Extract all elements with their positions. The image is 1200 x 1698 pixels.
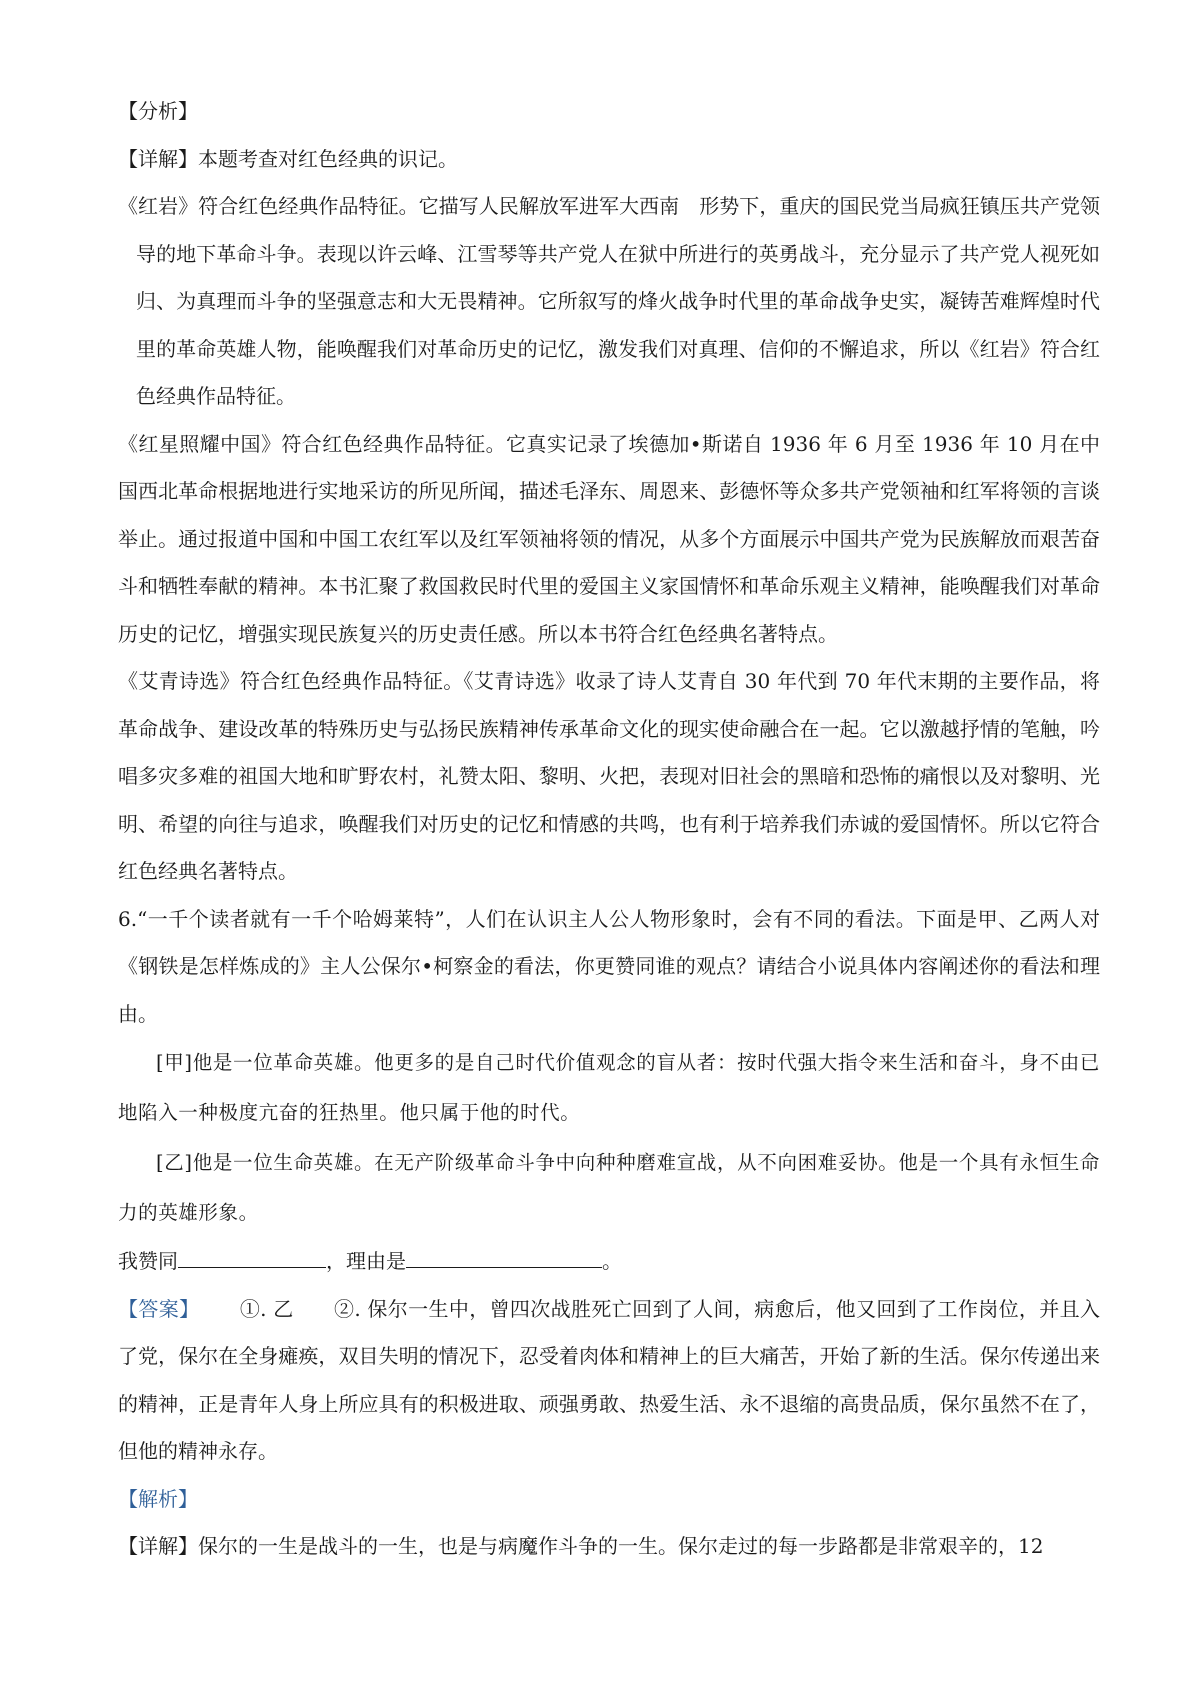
- analysis-heading: [118, 88, 1100, 136]
- hongyan-paragraph: 《红岩》符合红色经典作品特征。它描写人民解放军进军大西南 形势下，重庆的国民党当局疯狂镇压共产党领导的地下革命斗争。表现以许云峰、江雪琴等共产党人在狱中所进行的英勇战斗，充分显示了共产党人视死如归、为真理而斗争的坚强意志和大无畏精神。它所叙写的烽火战争时代里的革命战争史实，凝铸苦难辉煌时代里的革命英雄人物，能唤醒我们对革命历史的记忆，激发我们对真理、信仰的不懈追求，所以《红岩》符合红色经典作品特征。: [118, 194, 1100, 408]
- analysis-2-heading: [118, 1476, 1100, 1524]
- detail-text-2: 保尔的一生是战斗的一生，也是与病魔作斗争的一生。保尔走过的每一步路都是非常艰辛的，12: [198, 1534, 1044, 1558]
- fill-suffix: 。: [602, 1249, 622, 1273]
- aiqing-paragraph: 《艾青诗选》符合红色经典作品特征。《艾青诗选》收录了诗人艾青自 30 年代到 70 年代末期的主要作品，将革命战争、建设改革的特殊历史与弘扬民族精神传承革命文化的现实使命融合在一起。它以激越抒情的笔触，吟唱多灾多难的祖国大地和旷野农村，礼赞太阳、黎明、火把，表现对旧社会的黑暗和恐怖的痛恨以及对黎明、光明、希望的向往与追求，唤醒我们对历史的记忆和情感的共鸣，也有利于培养我们赤诚的爱国情怀。所以它符合红色经典名著特点。: [118, 669, 1100, 883]
- detail-text-1: 本题考查对红色经典的识记。: [198, 146, 458, 171]
- detail-label-2: 【详解】: [118, 1534, 198, 1558]
- analysis-label: 【分析】: [118, 99, 198, 123]
- answer-blank-1[interactable]: [178, 1245, 326, 1268]
- detail-paragraph-1: [118, 136, 1100, 184]
- quote-yi: [乙]他是一位生命英雄。在无产阶级革命斗争中向种种磨难宣战，从不向困难妥协。他是一个具有永恒生命力的英雄形象。: [118, 1151, 1100, 1224]
- question-6: 6.“一千个读者就有一千个哈姆莱特”，人们在认识主人公人物形象时，会有不同的看法。下面是甲、乙两人对《钢铁是怎样炼成的》主人公保尔•柯察金的看法，你更赞同谁的观点？请结合小说具体内容阐述你的看法和理由。: [118, 906, 1100, 1026]
- answer-blank-2[interactable]: [406, 1245, 602, 1268]
- detail-paragraph-2: [118, 1523, 1100, 1571]
- fill-in-line: [118, 1238, 1100, 1286]
- answer-label: 【答案】: [118, 1296, 200, 1321]
- fill-middle: ，理由是: [326, 1249, 406, 1273]
- answer-paragraph: [118, 1286, 1100, 1476]
- fill-prefix: 我赞同: [118, 1249, 178, 1273]
- analysis-2-label: 【解析】: [118, 1486, 198, 1511]
- detail-label-1: 【详解】: [118, 146, 198, 171]
- answer-part-1: ①. 乙: [239, 1296, 294, 1321]
- hongxing-paragraph: 《红星照耀中国》符合红色经典作品特征。它真实记录了埃德加•斯诺自 1936 年 6 月至 1936 年 10 月在中国西北革命根据地进行实地采访的所见所闻，描述毛泽东、周恩来、彭德怀等众多共产党领袖和红军将领的言谈举止。通过报道中国和中国工农红军以及红军领袖将领的情况，从多个方面展示中国共产党为民族解放而艰苦奋斗和牺牲奉献的精神。本书汇聚了救国救民时代里的爱国主义家国情怀和革命乐观主义精神，能唤醒我们对革命历史的记忆，增强实现民族复兴的历史责任感。所以本书符合红色经典名著特点。: [118, 431, 1100, 646]
- quote-jia: [甲]他是一位革命英雄。他更多的是自己时代价值观念的盲从者：按时代强大指令来生活和奋斗，身不由已地陷入一种极度亢奋的狂热里。他只属于他的时代。: [118, 1051, 1100, 1124]
- answer-part-2: ②. 保尔一生中，曾四次战胜死亡回到了人间，病愈后，他又回到了工作岗位，并且入了党，保尔在全身瘫痪，双目失明的情况下，忍受着肉体和精神上的巨大痛苦，开始了新的生活。保尔传递出来的精神，正是青年人身上所应具有的积极进取、顽强勇敢、热爱生活、永不退缩的高贵品质，保尔虽然不在了，但他的精神永存。: [118, 1296, 1101, 1463]
